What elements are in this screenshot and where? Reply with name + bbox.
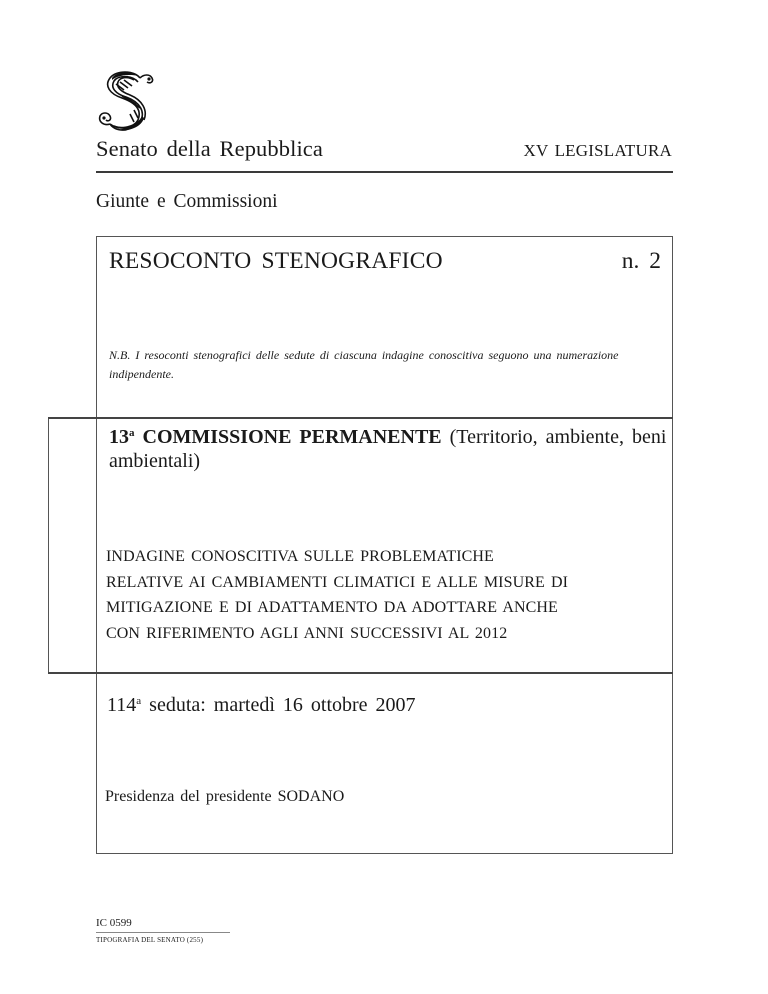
session-date: seduta: martedì 16 ottobre 2007 [149, 694, 416, 716]
section-label: Giunte e Commissioni [96, 191, 278, 212]
inquiry-line: MITIGAZIONE E DI ADATTAMENTO DA ADOTTARE ANCHE [106, 599, 558, 616]
session-info [107, 694, 416, 717]
commission-bottom-divider [48, 672, 673, 674]
printer-credit: TIPOGRAFIA DEL SENATO (255) [96, 936, 204, 944]
session-number: 114$^a$ [107, 694, 142, 716]
header-divider [96, 171, 673, 173]
presidency-line: Presidenza del presidente SODANO [105, 788, 345, 805]
numbering-note: N.B. I resoconti stenografici delle sedute di ciascuna indagine conoscitiva seguono una numerazione indipendente. [109, 348, 619, 381]
senato-logo-icon [94, 68, 162, 134]
commission-description: (Territorio, ambiente, beni ambientali) [109, 426, 667, 472]
document-code: IC 0599 [96, 917, 132, 929]
commission-name: COMMISSIONE PERMANENTE [142, 426, 442, 448]
inquiry-title [106, 544, 676, 646]
legislature-label: XV LEGISLATURA [523, 141, 672, 160]
inquiry-line: INDAGINE CONOSCITIVA SULLE PROBLEMATICHE [106, 548, 494, 565]
inquiry-line: CON RIFERIMENTO AGLI ANNI SUCCESSIVI AL 2012 [106, 624, 508, 642]
footer-divider [96, 932, 230, 933]
inquiry-line: RELATIVE AI CAMBIAMENTI CLIMATICI E ALLE MISURE DI [106, 573, 569, 591]
institution-name: Senato della Repubblica [96, 136, 323, 161]
commission-ordinal: 13$^a$ [109, 426, 135, 448]
commission-heading [109, 425, 669, 473]
commission-side-bracket [48, 417, 97, 673]
report-number: n. 2 [621, 248, 661, 274]
commission-top-divider [48, 417, 673, 419]
report-title: RESOCONTO STENOGRAFICO [109, 248, 443, 274]
